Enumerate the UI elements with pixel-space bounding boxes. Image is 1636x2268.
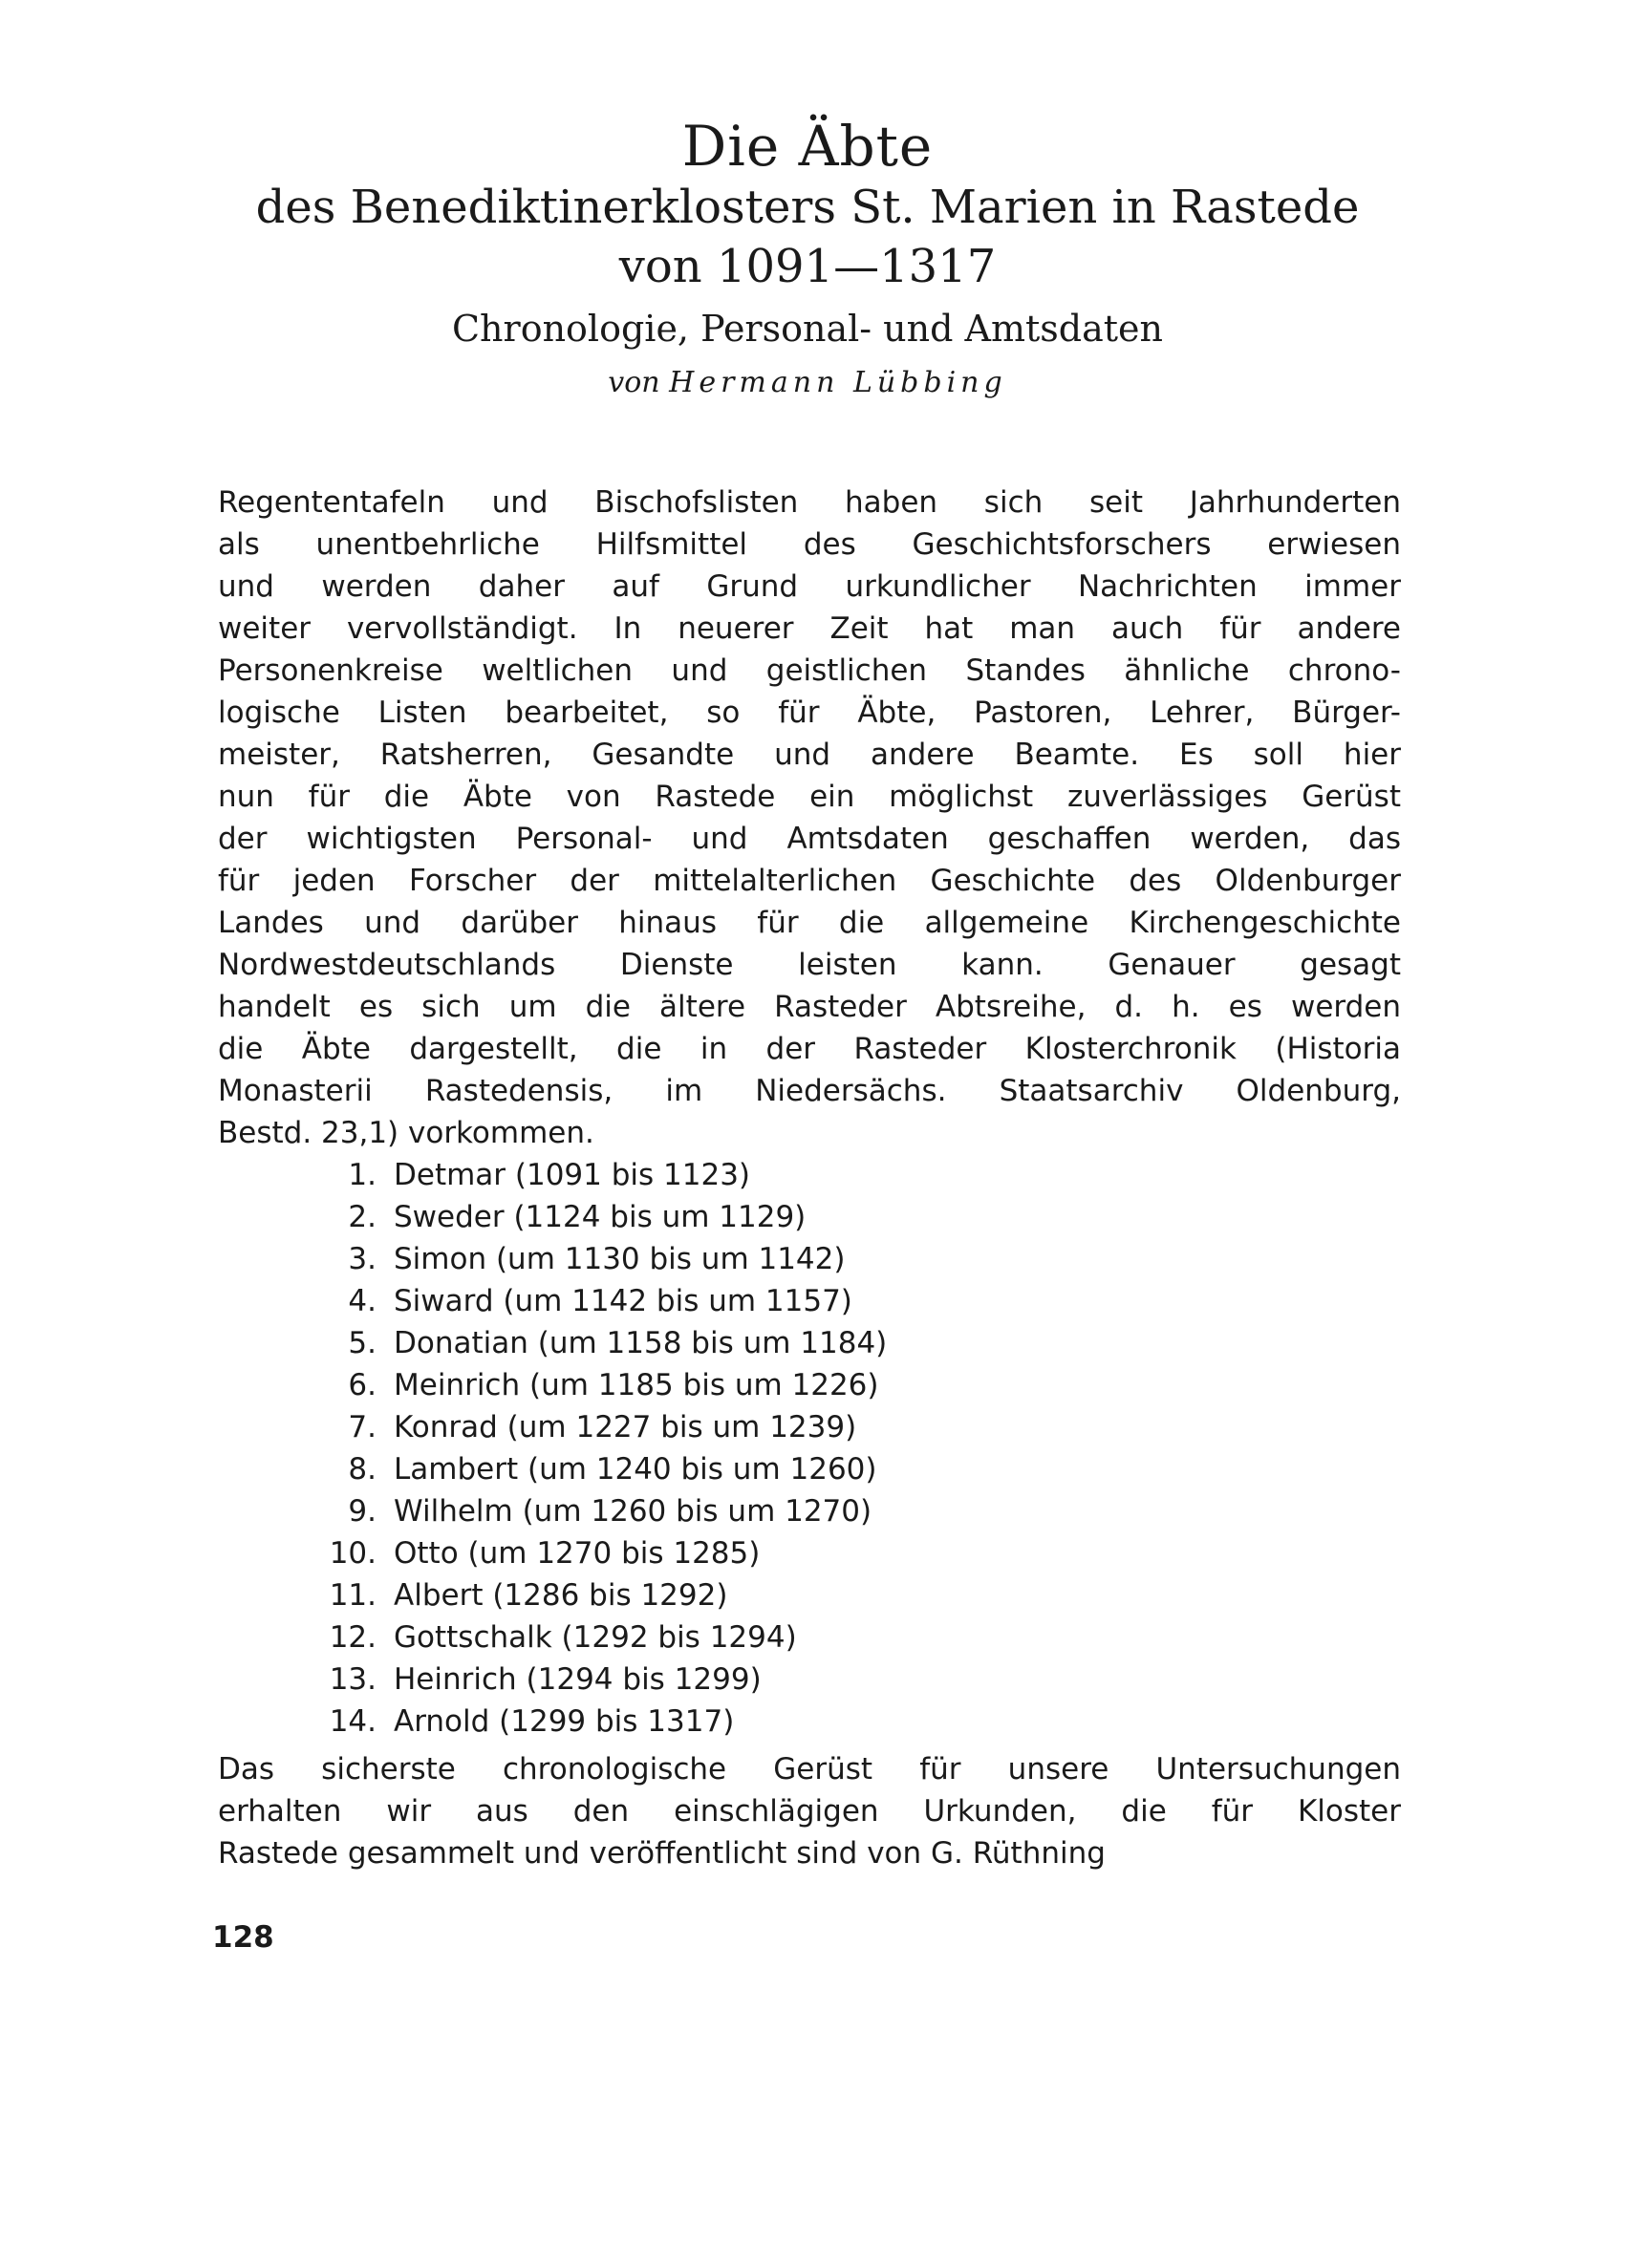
list-item-text: Donatian (um 1158 bis um 1184) xyxy=(394,1326,888,1360)
list-item-number: 14. xyxy=(329,1704,377,1739)
text-line: die Äbte dargestellt, die in der Rasteder Klosterchronik (Historia xyxy=(218,1032,1401,1066)
text-line: Monasterii Rastedensis, im Niedersächs. Staatsarchiv Oldenburg, xyxy=(218,1074,1401,1108)
list-item-number: 12. xyxy=(329,1620,377,1655)
intro-paragraph xyxy=(218,481,1401,1154)
list-item-number: 11. xyxy=(329,1578,377,1613)
list-item-text: Konrad (um 1227 bis um 1239) xyxy=(394,1410,857,1444)
text-line: der wichtigsten Personal- und Amtsdaten geschaffen werden, das xyxy=(218,822,1401,856)
list-item-text: Meinrich (um 1185 bis um 1226) xyxy=(394,1368,879,1402)
list-item xyxy=(325,1406,887,1448)
text-line: Personenkreise weltlichen und geistlichen Standes ähnliche chrono- xyxy=(218,653,1401,688)
abbot-list xyxy=(325,1154,887,1743)
text-line: Das sicherste chronologische Gerüst für unsere Untersuchungen xyxy=(218,1752,1401,1787)
list-item xyxy=(325,1658,887,1701)
text-line: Nordwestdeutschlands Dienste leisten kann. Genauer gesagt xyxy=(218,948,1401,982)
list-item xyxy=(325,1448,887,1490)
list-item xyxy=(325,1238,887,1280)
list-item xyxy=(325,1196,887,1238)
list-item xyxy=(325,1154,887,1196)
list-item-number: 3. xyxy=(348,1242,377,1276)
list-item-number: 5. xyxy=(348,1326,377,1360)
list-item-text: Arnold (1299 bis 1317) xyxy=(394,1704,735,1739)
text-line: Bestd. 23,1) vorkommen. xyxy=(218,1116,594,1150)
list-item-number: 1. xyxy=(348,1158,377,1192)
text-line: nun für die Äbte von Rastede ein möglichst zuverlässiges Gerüst xyxy=(218,780,1401,814)
list-item-number: 9. xyxy=(348,1494,377,1529)
list-item xyxy=(325,1532,887,1574)
outro-paragraph xyxy=(218,1748,1401,1874)
text-line: logische Listen bearbeitet, so für Äbte, Pastoren, Lehrer, Bürger- xyxy=(218,695,1401,730)
article-title: Die Äbte xyxy=(681,114,934,179)
text-line: Regententafeln und Bischofslisten haben sich seit Jahrhunderten xyxy=(218,485,1401,520)
text-line: als unentbehrliche Hilfsmittel des Geschichtsforschers erwiesen xyxy=(218,527,1401,562)
list-item-text: Wilhelm (um 1260 bis um 1270) xyxy=(394,1494,872,1529)
list-item xyxy=(325,1701,887,1743)
list-item-number: 13. xyxy=(329,1662,377,1697)
text-line: Rastede gesammelt und veröffentlicht sind von G. Rüthning xyxy=(218,1836,1106,1871)
list-item-text: Heinrich (1294 bis 1299) xyxy=(394,1662,762,1697)
author-prefix: von xyxy=(608,366,660,399)
list-item xyxy=(325,1490,887,1532)
list-item-number: 8. xyxy=(348,1452,377,1487)
text-line: weiter vervollständigt. In neuerer Zeit hat man auch für andere xyxy=(218,611,1401,646)
article-subtitle: des Benediktinerklosters St. Marien in Rastede xyxy=(255,181,1360,234)
list-item-number: 6. xyxy=(348,1368,377,1402)
text-line: für jeden Forscher der mittelalterlichen Geschichte des Oldenburger xyxy=(218,864,1401,898)
list-item-text: Sweder (1124 bis um 1129) xyxy=(394,1200,807,1234)
list-item-number: 10. xyxy=(329,1536,377,1571)
text-line: erhalten wir aus den einschlägigen Urkunden, die für Kloster xyxy=(218,1794,1401,1829)
list-item xyxy=(325,1322,887,1364)
article-date-range: von 1091—1317 xyxy=(618,240,997,293)
list-item xyxy=(325,1280,887,1322)
list-item xyxy=(325,1364,887,1406)
text-line: meister, Ratsherren, Gesandte und andere Beamte. Es soll hier xyxy=(218,738,1401,772)
article-author xyxy=(220,359,1395,407)
article-subheading: Chronologie, Personal- und Amtsdaten xyxy=(451,308,1163,350)
text-line: und werden daher auf Grund urkundlicher Nachrichten immer xyxy=(218,569,1401,604)
author-name: Hermann Lübbing xyxy=(669,366,1007,399)
list-item-text: Detmar (1091 bis 1123) xyxy=(394,1158,751,1192)
article-header xyxy=(220,115,1395,407)
list-item-text: Albert (1286 bis 1292) xyxy=(394,1578,728,1613)
list-item xyxy=(325,1616,887,1658)
list-item-number: 7. xyxy=(348,1410,377,1444)
list-item-text: Lambert (um 1240 bis um 1260) xyxy=(394,1452,877,1487)
page-number: 128 xyxy=(212,1920,274,1955)
text-line: Landes und darüber hinaus für die allgemeine Kirchengeschichte xyxy=(218,906,1401,940)
list-item xyxy=(325,1574,887,1616)
text-line: handelt es sich um die ältere Rasteder Abtsreihe, d. h. es werden xyxy=(218,990,1401,1024)
list-item-text: Gottschalk (1292 bis 1294) xyxy=(394,1620,797,1655)
list-item-text: Siward (um 1142 bis um 1157) xyxy=(394,1284,852,1318)
list-item-text: Simon (um 1130 bis um 1142) xyxy=(394,1242,846,1276)
list-item-number: 2. xyxy=(348,1200,377,1234)
list-item-number: 4. xyxy=(348,1284,377,1318)
list-item-text: Otto (um 1270 bis 1285) xyxy=(394,1536,761,1571)
